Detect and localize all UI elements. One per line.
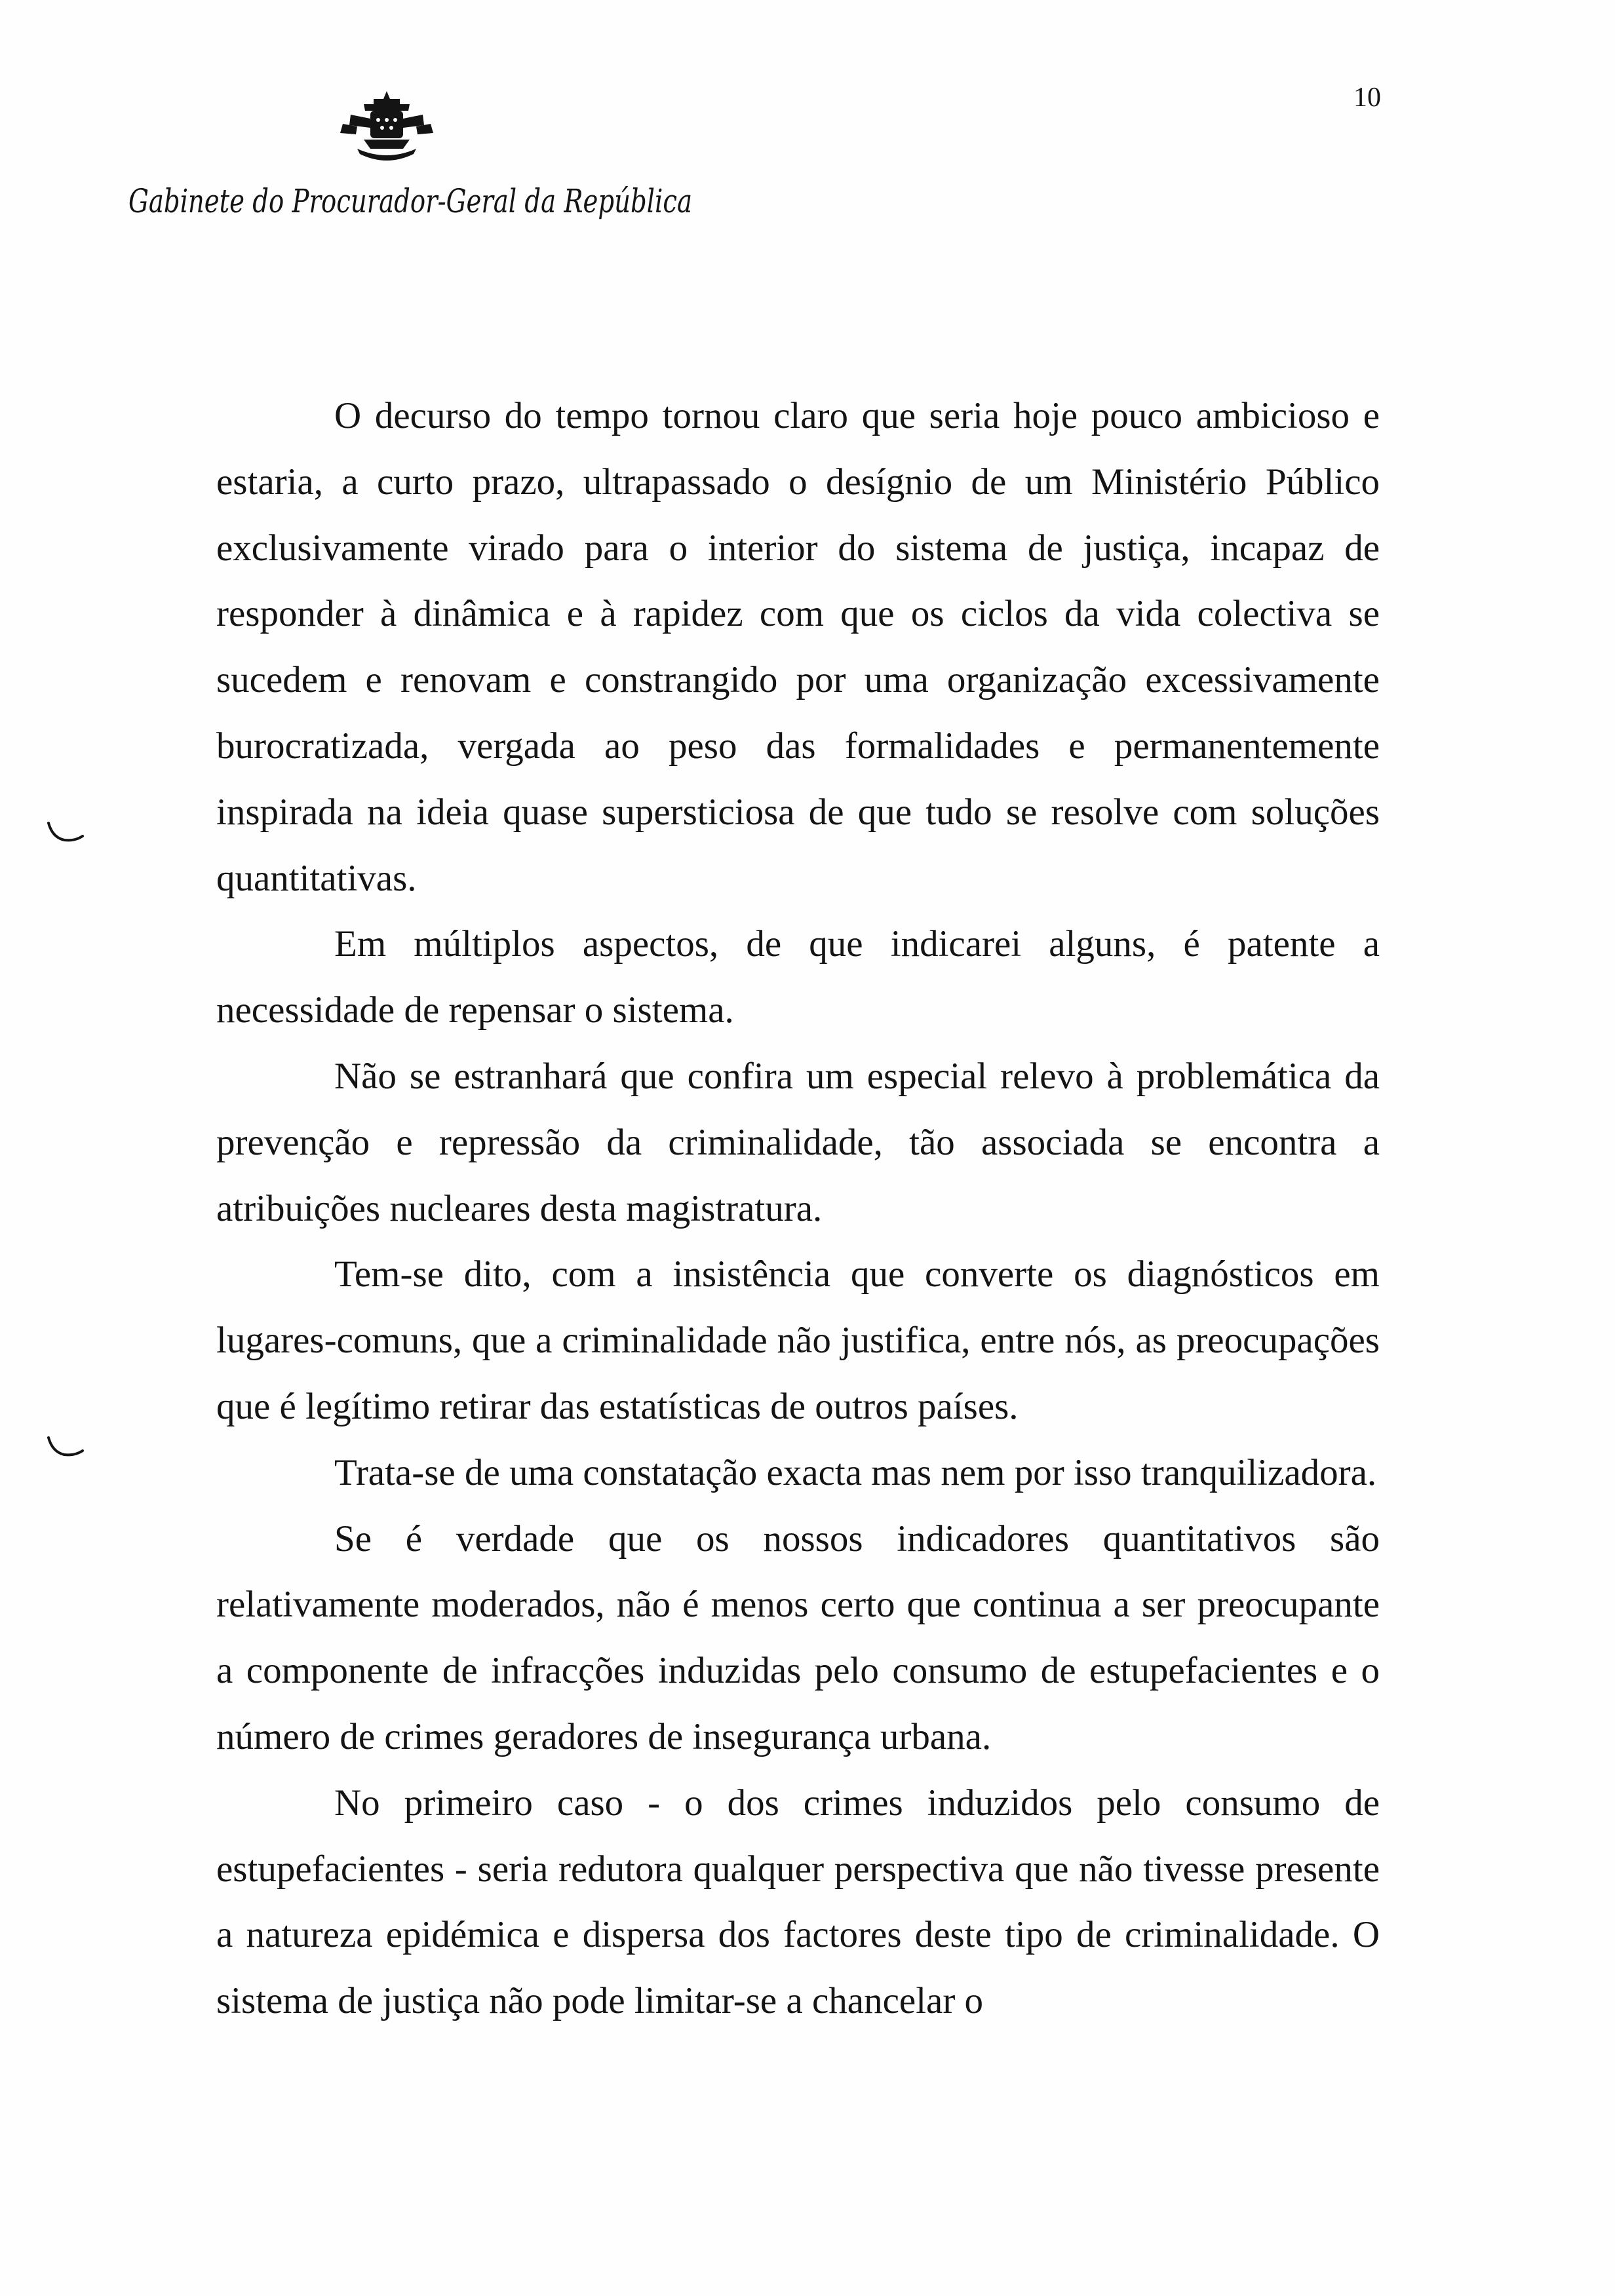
body-text — [216, 383, 1380, 2035]
page-number: 10 — [1353, 83, 1381, 113]
coat-of-arms-crest-icon — [338, 88, 436, 167]
paragraph: O decurso do tempo tornou claro que seria hoje pouco ambicioso e estaria, a curto prazo, ultrapassado o desígnio de um Ministério Público exclusivamente virado para o interior do sistema de justiça, incapaz de responder à dinâmica e à rapidez com que os ciclos da vida colectiva se sucedem e renovam e constrangido por uma organização excessivamente burocratizada, vergada ao peso das formalidades e permanentemente inspirada na ideia quase supersticiosa de que tudo se resolve com soluções quantitativas. — [216, 395, 1380, 899]
paragraph: Tem-se dito, com a insistência que converte os diagnósticos em lugares-comuns, que a criminalidade não justifica, entre nós, as preocupações que é legítimo retirar das estatísticas de outros países. — [216, 1253, 1380, 1427]
paragraph: Trata-se de uma constatação exacta mas nem por isso tranquilizadora. — [334, 1451, 1377, 1493]
paragraph: Se é verdade que os nossos indicadores quantitativos são relativamente moderados, não é menos certo que continua a ser preocupante a componente de infracções induzidas pelo consumo de estupefacientes e o número de crimes geradores de insegurança urbana. — [216, 1518, 1380, 1757]
paragraph: No primeiro caso - o dos crimes induzidos pelo consumo de estupefacientes - seria redutora qualquer perspectiva que não tivesse presente a natureza epidémica e dispersa dos factores deste tipo de criminalidade. O sistema de justiça não pode limitar-se a chancelar o — [216, 1782, 1380, 2022]
letterhead-text: Gabinete do Procurador-Geral da República — [128, 182, 692, 220]
paragraph: Em múltiplos aspectos, de que indicarei alguns, é patente a necessidade de repensar o sistema. — [216, 923, 1380, 1031]
paragraph: Não se estranhará que confira um especial relevo à problemática da prevenção e repressão da criminalidade, tão associada se encontra a atribuições nucleares desta magistratura. — [216, 1055, 1380, 1229]
letterhead-script — [126, 172, 716, 231]
margin-checkmark-icon — [46, 1435, 85, 1459]
margin-checkmark-icon — [46, 820, 85, 844]
